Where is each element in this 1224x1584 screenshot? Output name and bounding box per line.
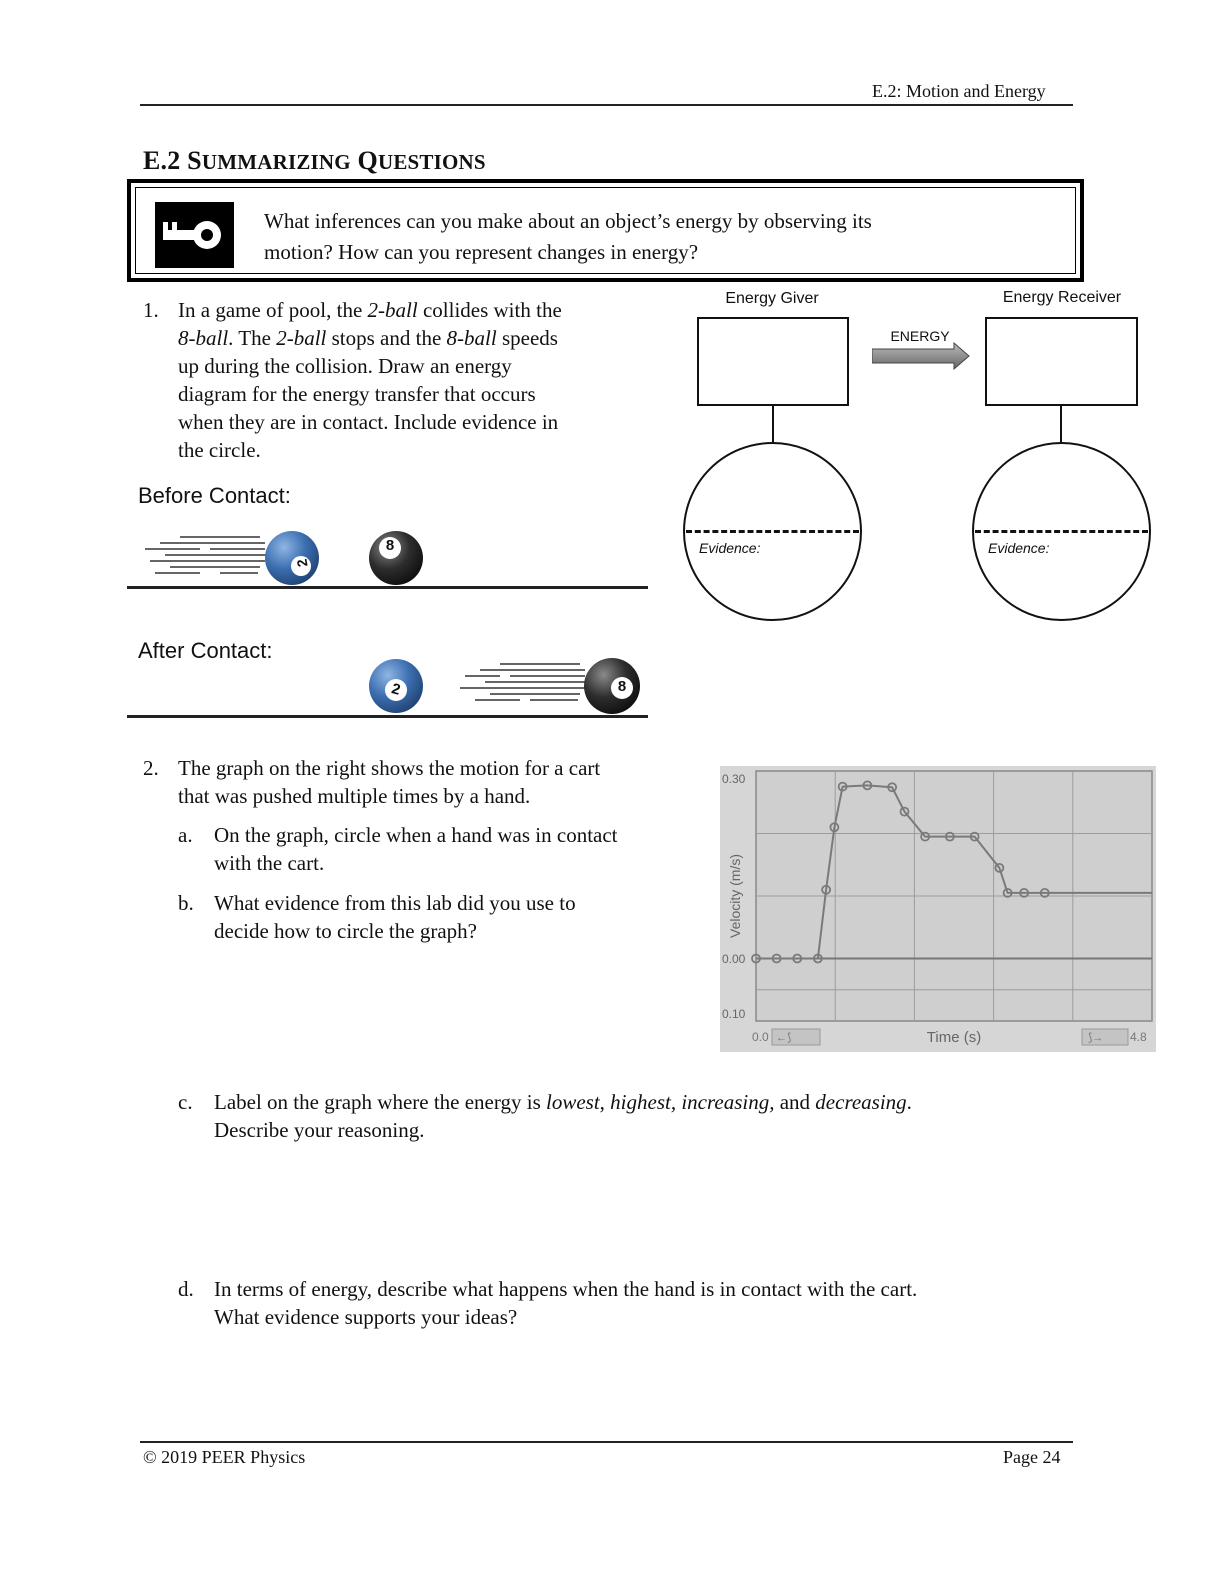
page-title: E.2 SUMMARIZING QUESTIONS bbox=[143, 146, 486, 175]
giver-evidence-divider bbox=[686, 530, 859, 533]
before-contact-label: Before Contact: bbox=[138, 483, 291, 508]
svg-text:←⟆: ←⟆ bbox=[776, 1032, 792, 1044]
energy-arrow-label: ENERGY bbox=[890, 328, 950, 344]
energy-giver-box[interactable] bbox=[697, 317, 849, 406]
y-tick-label: 0.10 bbox=[722, 1007, 746, 1021]
energy-arrow-icon bbox=[872, 342, 972, 370]
q2a-label: a. bbox=[178, 823, 193, 847]
giver-connector bbox=[772, 406, 774, 444]
eight-ball-after-number: 8 bbox=[617, 678, 627, 695]
velocity-time-chart[interactable] bbox=[720, 766, 1156, 1052]
running-header: E.2: Motion and Energy bbox=[872, 81, 1046, 101]
q2a-text: On the graph, circle when a hand was in contact with the cart. bbox=[214, 823, 618, 875]
footer-copyright: © 2019 PEER Physics bbox=[143, 1447, 306, 1467]
x-start-label: 0.0 bbox=[752, 1030, 769, 1044]
q1-number: 1. bbox=[143, 298, 159, 322]
velocity-chart-svg bbox=[720, 766, 1156, 1052]
q1-text: In a game of pool, the 2-ball collides with the 8-ball. The 2-ball stops and the 8-ball speeds up during the collision. Draw an energy diagram for the energy transfer that occurs when they are in contact. Include evidence in the circle. bbox=[178, 298, 562, 462]
svg-text:⟆→: ⟆→ bbox=[1088, 1032, 1104, 1044]
q2c-text: Label on the graph where the energy is lowest, highest, increasing, and decreasing. Describe your reasoning. bbox=[214, 1090, 912, 1142]
giver-evidence-label: Evidence: bbox=[699, 540, 761, 556]
x-axis-label: Time (s) bbox=[926, 1029, 982, 1046]
key-question-box bbox=[127, 179, 1084, 282]
y-tick-label: 0.00 bbox=[722, 952, 746, 966]
y-tick-label: 0.30 bbox=[722, 772, 746, 786]
q2-text: The graph on the right shows the motion for a cart that was pushed multiple times by a hand. bbox=[178, 756, 601, 808]
q2d-label: d. bbox=[178, 1277, 194, 1301]
after-contact-label: After Contact: bbox=[138, 638, 273, 663]
q2b-text: What evidence from this lab did you use to decide how to circle the graph? bbox=[214, 891, 576, 943]
table-surface-before bbox=[127, 586, 648, 589]
receiver-evidence-divider bbox=[975, 530, 1148, 533]
key-question-text: What inferences can you make about an object’s energy by observing its motion? How can you represent changes in energy? bbox=[264, 209, 872, 264]
x-end-label: 4.8 bbox=[1130, 1030, 1147, 1044]
two-ball-before-number: 2 bbox=[293, 557, 311, 569]
q2d-text: In terms of energy, describe what happens when the hand is in contact with the cart. What evidence supports your ideas? bbox=[214, 1277, 918, 1329]
energy-giver-label: Energy Giver bbox=[725, 290, 819, 307]
footer-page-number: Page 24 bbox=[1003, 1447, 1061, 1467]
q2c-label: c. bbox=[178, 1090, 193, 1114]
scroll-right-icon[interactable] bbox=[1082, 1029, 1128, 1045]
two-ball-after-number: 2 bbox=[389, 680, 403, 699]
motion-lines-icon bbox=[460, 660, 590, 710]
energy-receiver-box[interactable] bbox=[985, 317, 1138, 406]
eight-ball-before-number: 8 bbox=[385, 537, 395, 554]
key-icon bbox=[155, 202, 234, 268]
q2-number: 2. bbox=[143, 756, 159, 780]
motion-lines-after bbox=[460, 660, 590, 710]
scroll-left-icon[interactable] bbox=[772, 1029, 820, 1045]
receiver-evidence-label: Evidence: bbox=[988, 540, 1050, 556]
y-axis-label: Velocity (m/s) bbox=[727, 853, 743, 939]
footer-rule bbox=[140, 1441, 1073, 1443]
q2b-label: b. bbox=[178, 891, 194, 915]
energy-receiver-label: Energy Receiver bbox=[1002, 289, 1122, 306]
table-surface-after bbox=[127, 715, 648, 718]
receiver-connector bbox=[1060, 406, 1062, 444]
header-rule bbox=[140, 104, 1073, 106]
